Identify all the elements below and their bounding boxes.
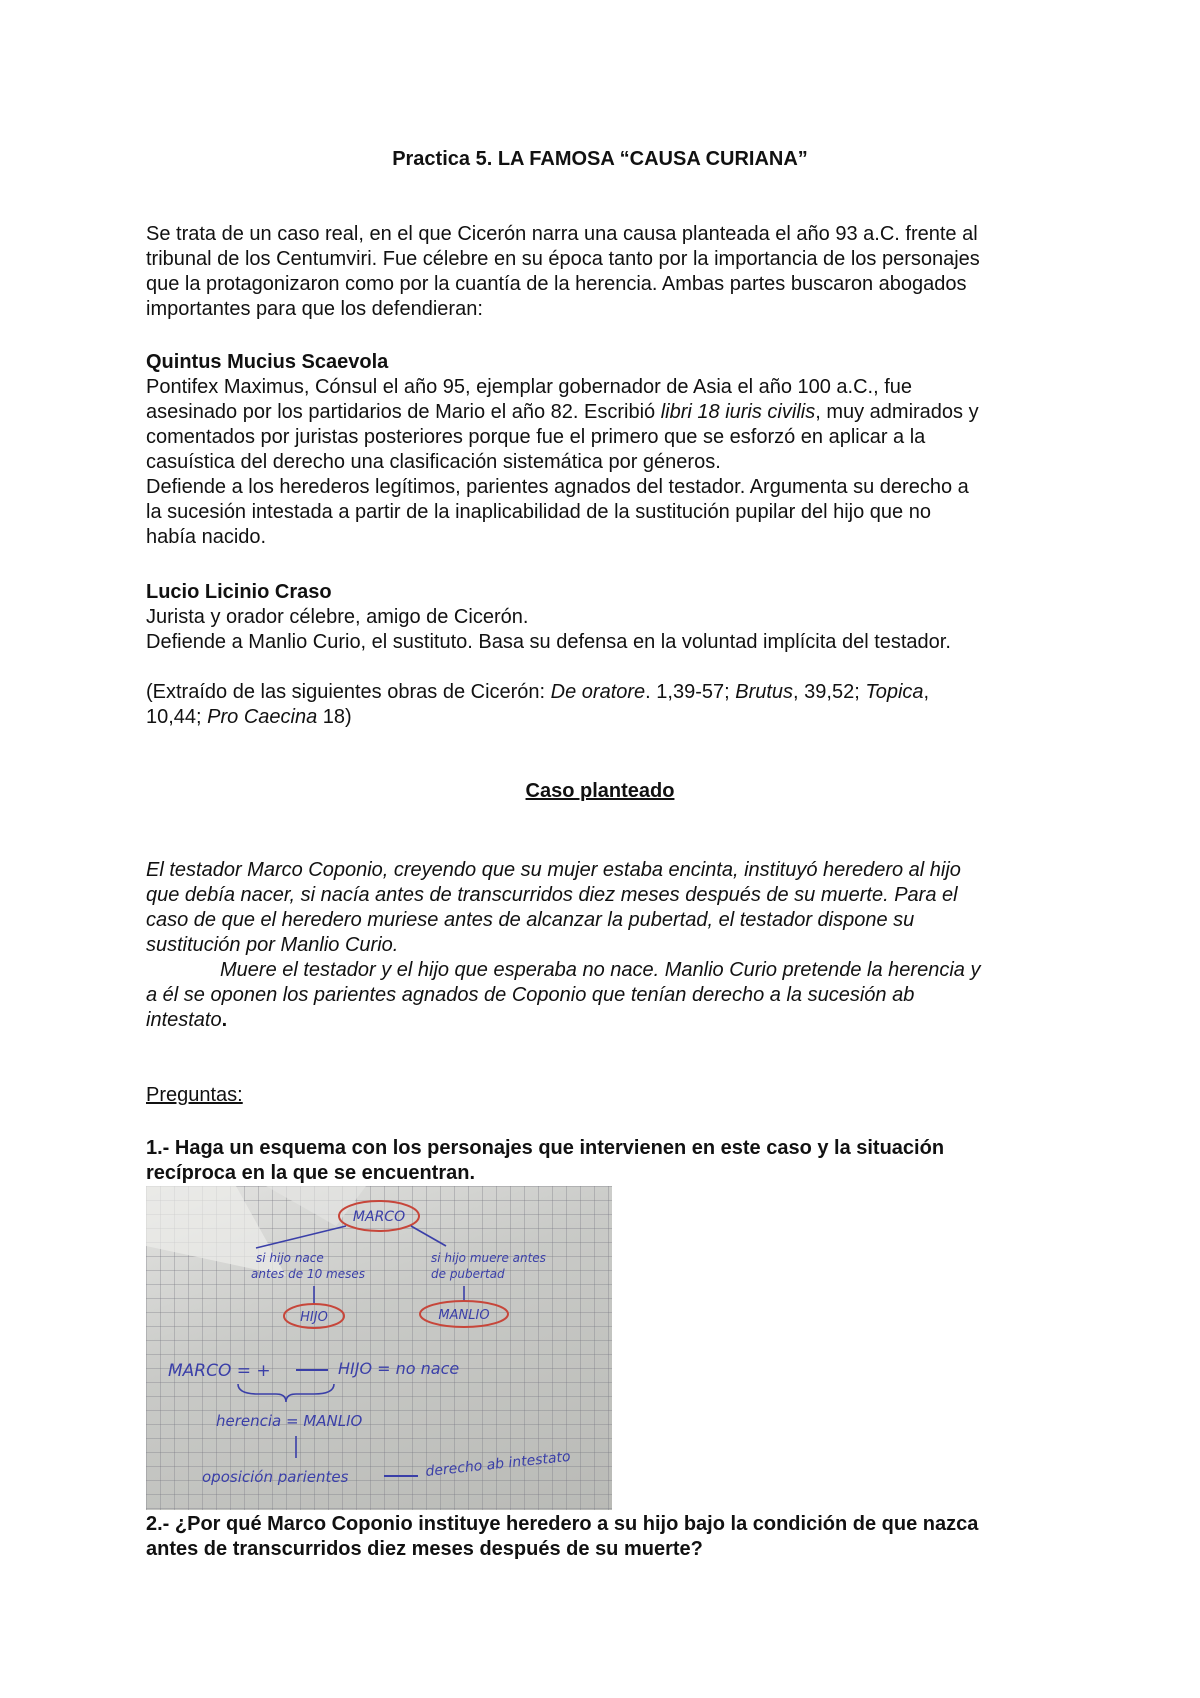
case-line: sustitución por Manlio Curio.: [146, 934, 399, 956]
right-condition: si hijo muere antes: [431, 1251, 546, 1265]
case-line: que debía nacer, si nacía antes de transcurridos diez meses después de su muerte. Para el: [146, 884, 958, 906]
work-title: Brutus: [735, 681, 794, 703]
question-line: recíproca en la que se encuentran.: [146, 1162, 476, 1184]
scaevola-line: casuística del derecho una clasificación sistemática por géneros.: [146, 451, 721, 473]
sources-line: [146, 680, 1066, 705]
sources-line: [146, 705, 1066, 730]
craso-line: Defiende a Manlio Curio, el sustituto. Basa su defensa en la voluntad implícita del testador.: [146, 631, 951, 653]
intro-line: importantes para que los defendieran:: [146, 298, 483, 320]
intro-line: que la protagonizaron como por la cuantía de la herencia. Ambas partes buscaron abogados: [146, 273, 967, 295]
question-2: [146, 1512, 1066, 1562]
case-line: caso de que el heredero muriese antes de alcanzar la pubertad, el testador dispone su: [146, 909, 915, 931]
document-title: Practica 5. LA FAMOSA “CAUSA CURIANA”: [392, 148, 808, 170]
work-title: De oratore: [550, 681, 646, 703]
question-line: antes de transcurridos diez meses después de su muerte?: [146, 1538, 703, 1560]
case-line: a él se oponen los parientes agnados de Coponio que tenían derecho a la sucesión ab: [146, 984, 915, 1006]
right-condition: de pubertad: [431, 1267, 505, 1281]
left-condition: antes de 10 meses: [251, 1267, 365, 1281]
text-run: , 39,52;: [793, 681, 866, 703]
book-title: libri 18 iuris civilis: [660, 401, 816, 423]
case-paragraph: [146, 858, 1066, 1033]
text-run: ,: [923, 681, 930, 703]
scaevola-line: [146, 400, 1066, 425]
scaevola-line: Pontifex Maximus, Cónsul el año 95, ejemplar gobernador de Asia el año 100 a.C., fue: [146, 376, 913, 398]
text-run: 10,44;: [146, 706, 208, 728]
text-run: 18): [317, 706, 352, 728]
text-run: (Extraído de las siguientes obras de Cicerón:: [146, 681, 551, 703]
work-title: Topica: [865, 681, 924, 703]
questions-label: Preguntas:: [146, 1084, 243, 1106]
scaevola-line: había nacido.: [146, 526, 267, 548]
left-condition: si hijo nace: [256, 1251, 324, 1265]
intro-line: Se trata de un caso real, en el que Cicerón narra una causa planteada el año 93 a.C. frente al: [146, 223, 978, 245]
derecho-label: derecho ab intestato: [424, 1448, 572, 1480]
craso-section: [146, 580, 1066, 655]
case-line: [146, 1008, 1066, 1033]
question-1: [146, 1136, 1066, 1186]
text-run: asesinado por los partidarios de Mario el año 82. Escribió: [146, 401, 661, 423]
sources-paragraph: [146, 680, 1066, 730]
case-line: [146, 958, 1066, 983]
marco-label: MARCO: [352, 1209, 406, 1225]
text-run: .: [221, 1009, 228, 1031]
scaevola-line: Defiende a los herederos legítimos, parientes agnados del testador. Argumenta su derecho a: [146, 476, 969, 498]
hijo-equation: HIJO = no nace: [338, 1359, 460, 1378]
herencia-label: herencia = MANLIO: [216, 1412, 363, 1430]
manlio-label: MANLIO: [438, 1308, 490, 1323]
text-run: intestato: [146, 1009, 222, 1031]
intro-line: tribunal de los Centumviri. Fue célebre en su época tanto por la importancia de los personajes: [146, 248, 980, 270]
case-heading: Caso planteado: [525, 780, 675, 802]
handwritten-diagram-photo: [146, 1186, 612, 1510]
scaevola-line: comentados por juristas posteriores porque fue el primero que se esforzó en aplicar a la: [146, 426, 926, 448]
oposicion-label: oposición parientes: [202, 1468, 349, 1486]
diagram-drawing: [146, 1186, 612, 1510]
case-line: El testador Marco Coponio, creyendo que su mujer estaba encinta, instituyó heredero al hijo: [146, 859, 961, 881]
work-title: Pro Caecina: [207, 706, 318, 728]
hijo-label: HIJO: [300, 1310, 328, 1325]
scaevola-heading: Quintus Mucius Scaevola: [146, 351, 389, 373]
question-line: 1.- Haga un esquema con los personajes que intervienen en este caso y la situación: [146, 1137, 945, 1159]
craso-heading: Lucio Licinio Craso: [146, 581, 332, 603]
text-run: Muere el testador y el hijo que esperaba no nace. Manlio Curio pretende la herencia y: [220, 959, 981, 981]
marco-equation: MARCO = +: [168, 1361, 271, 1381]
question-line: 2.- ¿Por qué Marco Coponio instituye heredero a su hijo bajo la condición de que nazca: [146, 1513, 979, 1535]
intro-paragraph: [146, 222, 1066, 322]
scaevola-section: [146, 350, 1066, 550]
text-run: . 1,39-57;: [645, 681, 736, 703]
craso-line: Jurista y orador célebre, amigo de Cicerón.: [146, 606, 529, 628]
text-run: , muy admirados y: [815, 401, 979, 423]
scaevola-line: la sucesión intestada a partir de la inaplicabilidad de la sustitución pupilar del hijo que no: [146, 501, 931, 523]
